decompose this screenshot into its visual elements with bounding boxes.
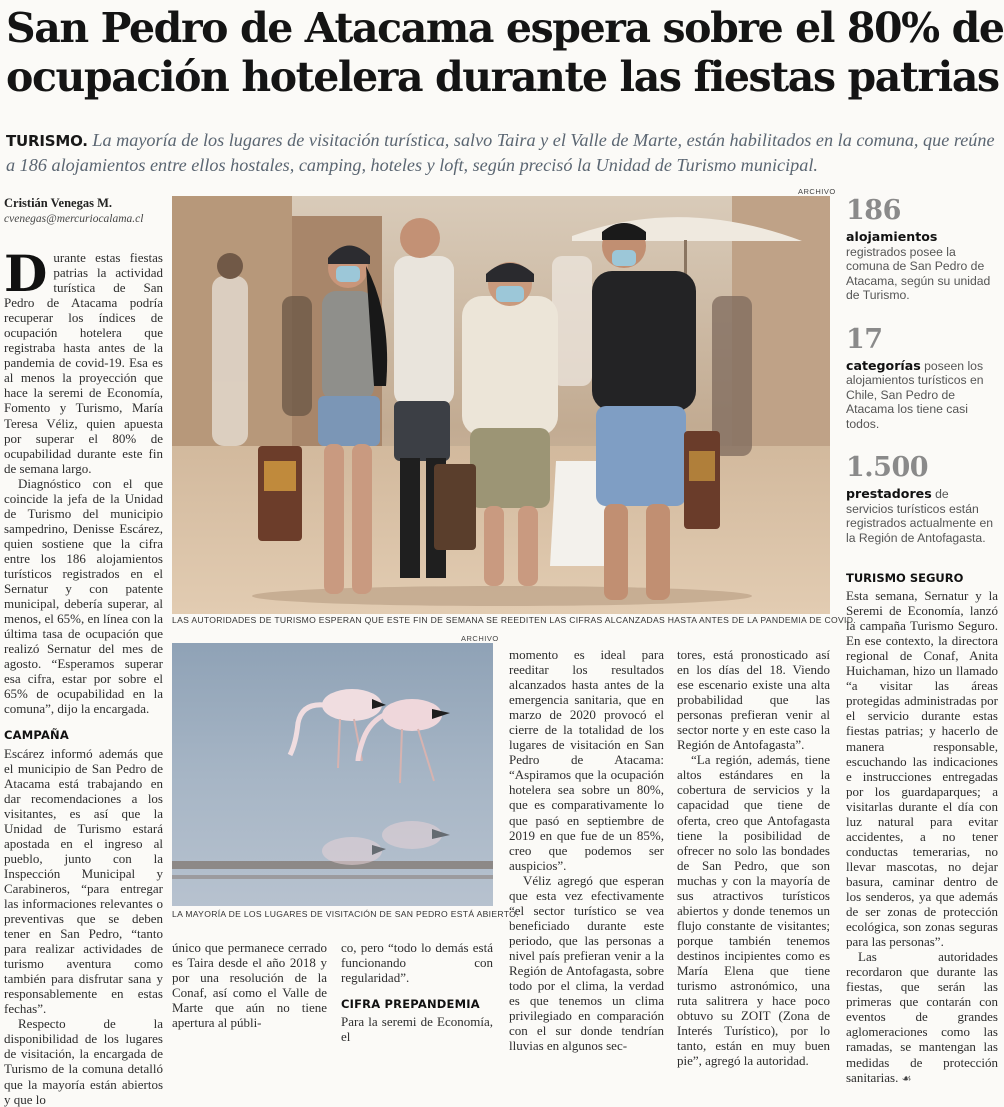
paragraph-text: urante estas fiestas patrias la actividad turística de San Pedro de Atacama podría recuperar los índices de ocupación hotelera que registraba hasta antes de la pandemia de covid-19. Esa es al menos la proyección que hace la seremi de Economía, Fomento y Turismo, María Teresa Véliz, quien apuesta por superar el 80% de ocupabilidad durante este fin de semana largo. [4, 250, 163, 476]
turismo-seguro-box [846, 571, 998, 1086]
paragraph: único que permanece cerrado es Taira desde el año 2018 y por una resolución de la Conaf, así como el Valle de Marte que aún no tiene apertura al públi- [172, 940, 327, 1031]
drop-cap: D [4, 244, 48, 303]
subhead-turismo-seguro: TURISMO SEGURO [846, 571, 964, 585]
article-column-5 [677, 647, 830, 1068]
paragraph-text: Las autoridades recordaron que durante las fiestas, que serán las primeras que contarán con eventos de grandes aglomeraciones como las ramadas, se mantengan las medidas de protección sanitarias. [846, 949, 998, 1085]
section-kicker: TURISMO. [6, 132, 88, 150]
paragraph: Respecto de la disponibilidad de los lugares de visitación, la encargada de Turismo de la comuna detalló que la mayoría están abiertos y que lo [4, 1016, 163, 1107]
headline-line-2: ocupación hotelera durante las fiestas patrias [6, 53, 999, 101]
fact-number: 17 [846, 323, 883, 355]
byline [4, 196, 164, 225]
headline [6, 4, 1004, 102]
paragraph: Esta semana, Sernatur y la Seremi de Economía, lanzó la campaña Turismo Seguro. En ese contexto, la directora regional de Conaf, Anita Huichaman, hizo un llamado “a visitar las áreas protegidas administradas por el servicio durante estas fiestas patrias; y hacerlo de manera responsable, escuchando las indicaciones e instrucciones entregadas por los guardaparques; a visitarlas durante el día con luz natural para evitar accidentes, a no tener conductas temerarias, no llevar mascotas, no dejar basura, caminar dentro de los senderos, ya que además de ser zonas de protección ecológica, son zonas seguras para las personas”. [846, 588, 998, 950]
end-mark-icon: ☙ [901, 1071, 912, 1085]
paragraph: Véliz agregó que esperan que esta vez efectivamente “el sector turístico se vea beneficiado durante este periodo, que las personas a nivel país prefieran venir a la Región de Antofagasta, sobre todo por el clima, la verdad es que tenemos un clima privilegiado en comparación con el sur donde tendrían lluvias en algunos sec- [509, 872, 664, 1054]
fact-text [846, 487, 998, 545]
paragraph [846, 949, 998, 1085]
lead-text: La mayoría de los lugares de visitación turística, salvo Taira y el Valle de Marte, están habilitados en la comuna, que reúne a 186 alojamientos entre ellos hostales, camping, hoteles y loft, según precisó la Unidad de Turismo municipal. [6, 130, 995, 175]
author-name: Cristián Venegas M. [4, 196, 112, 210]
fact-body: poseen los alojamientos turísticos en Chile, San Pedro de Atacama los tiene casi todos. [846, 358, 984, 431]
fact-categorias [846, 325, 998, 432]
fact-body: de servicios turísticos están registrados actualmente en la Región de Antofagasta. [846, 487, 994, 545]
paragraph: co, pero “todo lo demás está funcionando con regularidad”. [341, 940, 493, 986]
paragraph: Escárez informó además que el municipio de San Pedro de Atacama está trabajando en dar recomendaciones a los visitantes, es así que la Unidad de Turismo estará apostada en el ingreso al pueblo, junto con la Inspección Municipal y Carabineros, “para entregar las informaciones relevantes o preventivas que se deben tener en San Pedro, “tanto para realizar actividades de turismo aventura como también para disfrutar sana y responsablemente en estas fechas”. [4, 745, 163, 1017]
fact-number: 1.500 [846, 452, 929, 483]
fact-text [846, 230, 998, 303]
facts-sidebar [846, 196, 998, 567]
paragraph: tores, está pronosticado así en los días del 18. Viendo ese escenario existe una alta probabilidad que las personas prefieran venir al sector norte y en este caso la Región de Antofagasta”. [677, 647, 830, 753]
article-column-1 [4, 244, 163, 1107]
paragraph: Para la seremi de Economía, el [341, 1014, 493, 1045]
main-photo-caption: LAS AUTORIDADES DE TURISMO ESPERAN QUE ESTE FIN DE SEMANA SE REEDITEN LAS CIFRAS ALCANZADAS HASTA ANTES DE LA PANDEMIA DE COVID. [172, 615, 856, 625]
fact-lead: prestadores [846, 486, 932, 501]
headline-line-1: San Pedro de Atacama espera sobre el 80% de [6, 4, 1004, 52]
article-column-3 [341, 940, 493, 1044]
lead-paragraph [6, 128, 996, 177]
second-photo-credit: ARCHIVO [461, 634, 499, 643]
fact-prestadores [846, 453, 998, 545]
paragraph: “La región, además, tiene altos estándares en la cobertura de servicios y la capacidad que tiene de oferta, creo que Antofagasta tiene la posibilidad de ofrecer no solo las bondades de San Pedro, que son muchas y con la mayoría de sus atractivos turísticos abiertos y donde tenemos un flujo constante de visitantes; porque también tenemos destinos incipientes como es María Elena que tiene turismo astronómico, una ruta salitrera y hace poco obtuvo su ZOIT (Zona de Interés Turístico), por lo tanto, están en muy buen pie”, agregó la autoridad. [677, 752, 830, 1069]
second-photo-caption: LA MAYORÍA DE LOS LUGARES DE VISITACIÓN DE SAN PEDRO ESTÁ ABIERTO. [172, 909, 519, 919]
main-photo [172, 196, 830, 614]
fact-text [846, 359, 998, 432]
tourists-photo-illustration [172, 196, 830, 614]
subhead-campana: CAMPAÑA [4, 728, 69, 743]
fact-alojamientos [846, 196, 998, 303]
article-column-4 [509, 647, 664, 1053]
paragraph: Diagnóstico con el que coincide la jefa de la Unidad de Turismo del municipio sampedrino, Denisse Escárez, quien sostiene que la cifra entre los 186 alojamientos turísticos registrados en el Sernatur y con patente municipal, debería superar, al menos, el 65%, en línea con la última tasa de ocupación que realizó Sernatur del mes de agosto. “Esperamos superar esa cifra, estar por sobre el 65% de ocupabilidad en la comuna”, dijo la encargada. [4, 475, 163, 717]
fact-body: registrados posee la comuna de San Pedro de Atacama, según su unidad de Turismo. [846, 244, 991, 302]
paragraph [4, 244, 163, 476]
subhead-cifra-prepandemia: CIFRA PREPANDEMIA [341, 997, 480, 1012]
fact-lead: categorías [846, 357, 921, 373]
fact-lead: alojamientos [846, 229, 938, 244]
article-column-2 [172, 940, 327, 1030]
main-photo-credit: ARCHIVO [798, 187, 836, 196]
author-email: cvenegas@mercuriocalama.cl [4, 213, 144, 225]
fact-number: 186 [846, 195, 901, 226]
flamingo-photo [172, 643, 493, 906]
paragraph: momento es ideal para reeditar los resultados alcanzados hasta antes de la emergencia sanitaria, que en marzo de 2020 provocó el cierre de la totalidad de los lugares de visitación en San Pedro de Atacama: “Aspiramos que la ocupación hotelera sea sobre un 80%, que es comparativamente lo que pasó en septiembre de 2019 en que fue de un 85%, creo que podemos ser auspicios”. [509, 647, 664, 873]
flamingos-illustration [172, 643, 493, 906]
